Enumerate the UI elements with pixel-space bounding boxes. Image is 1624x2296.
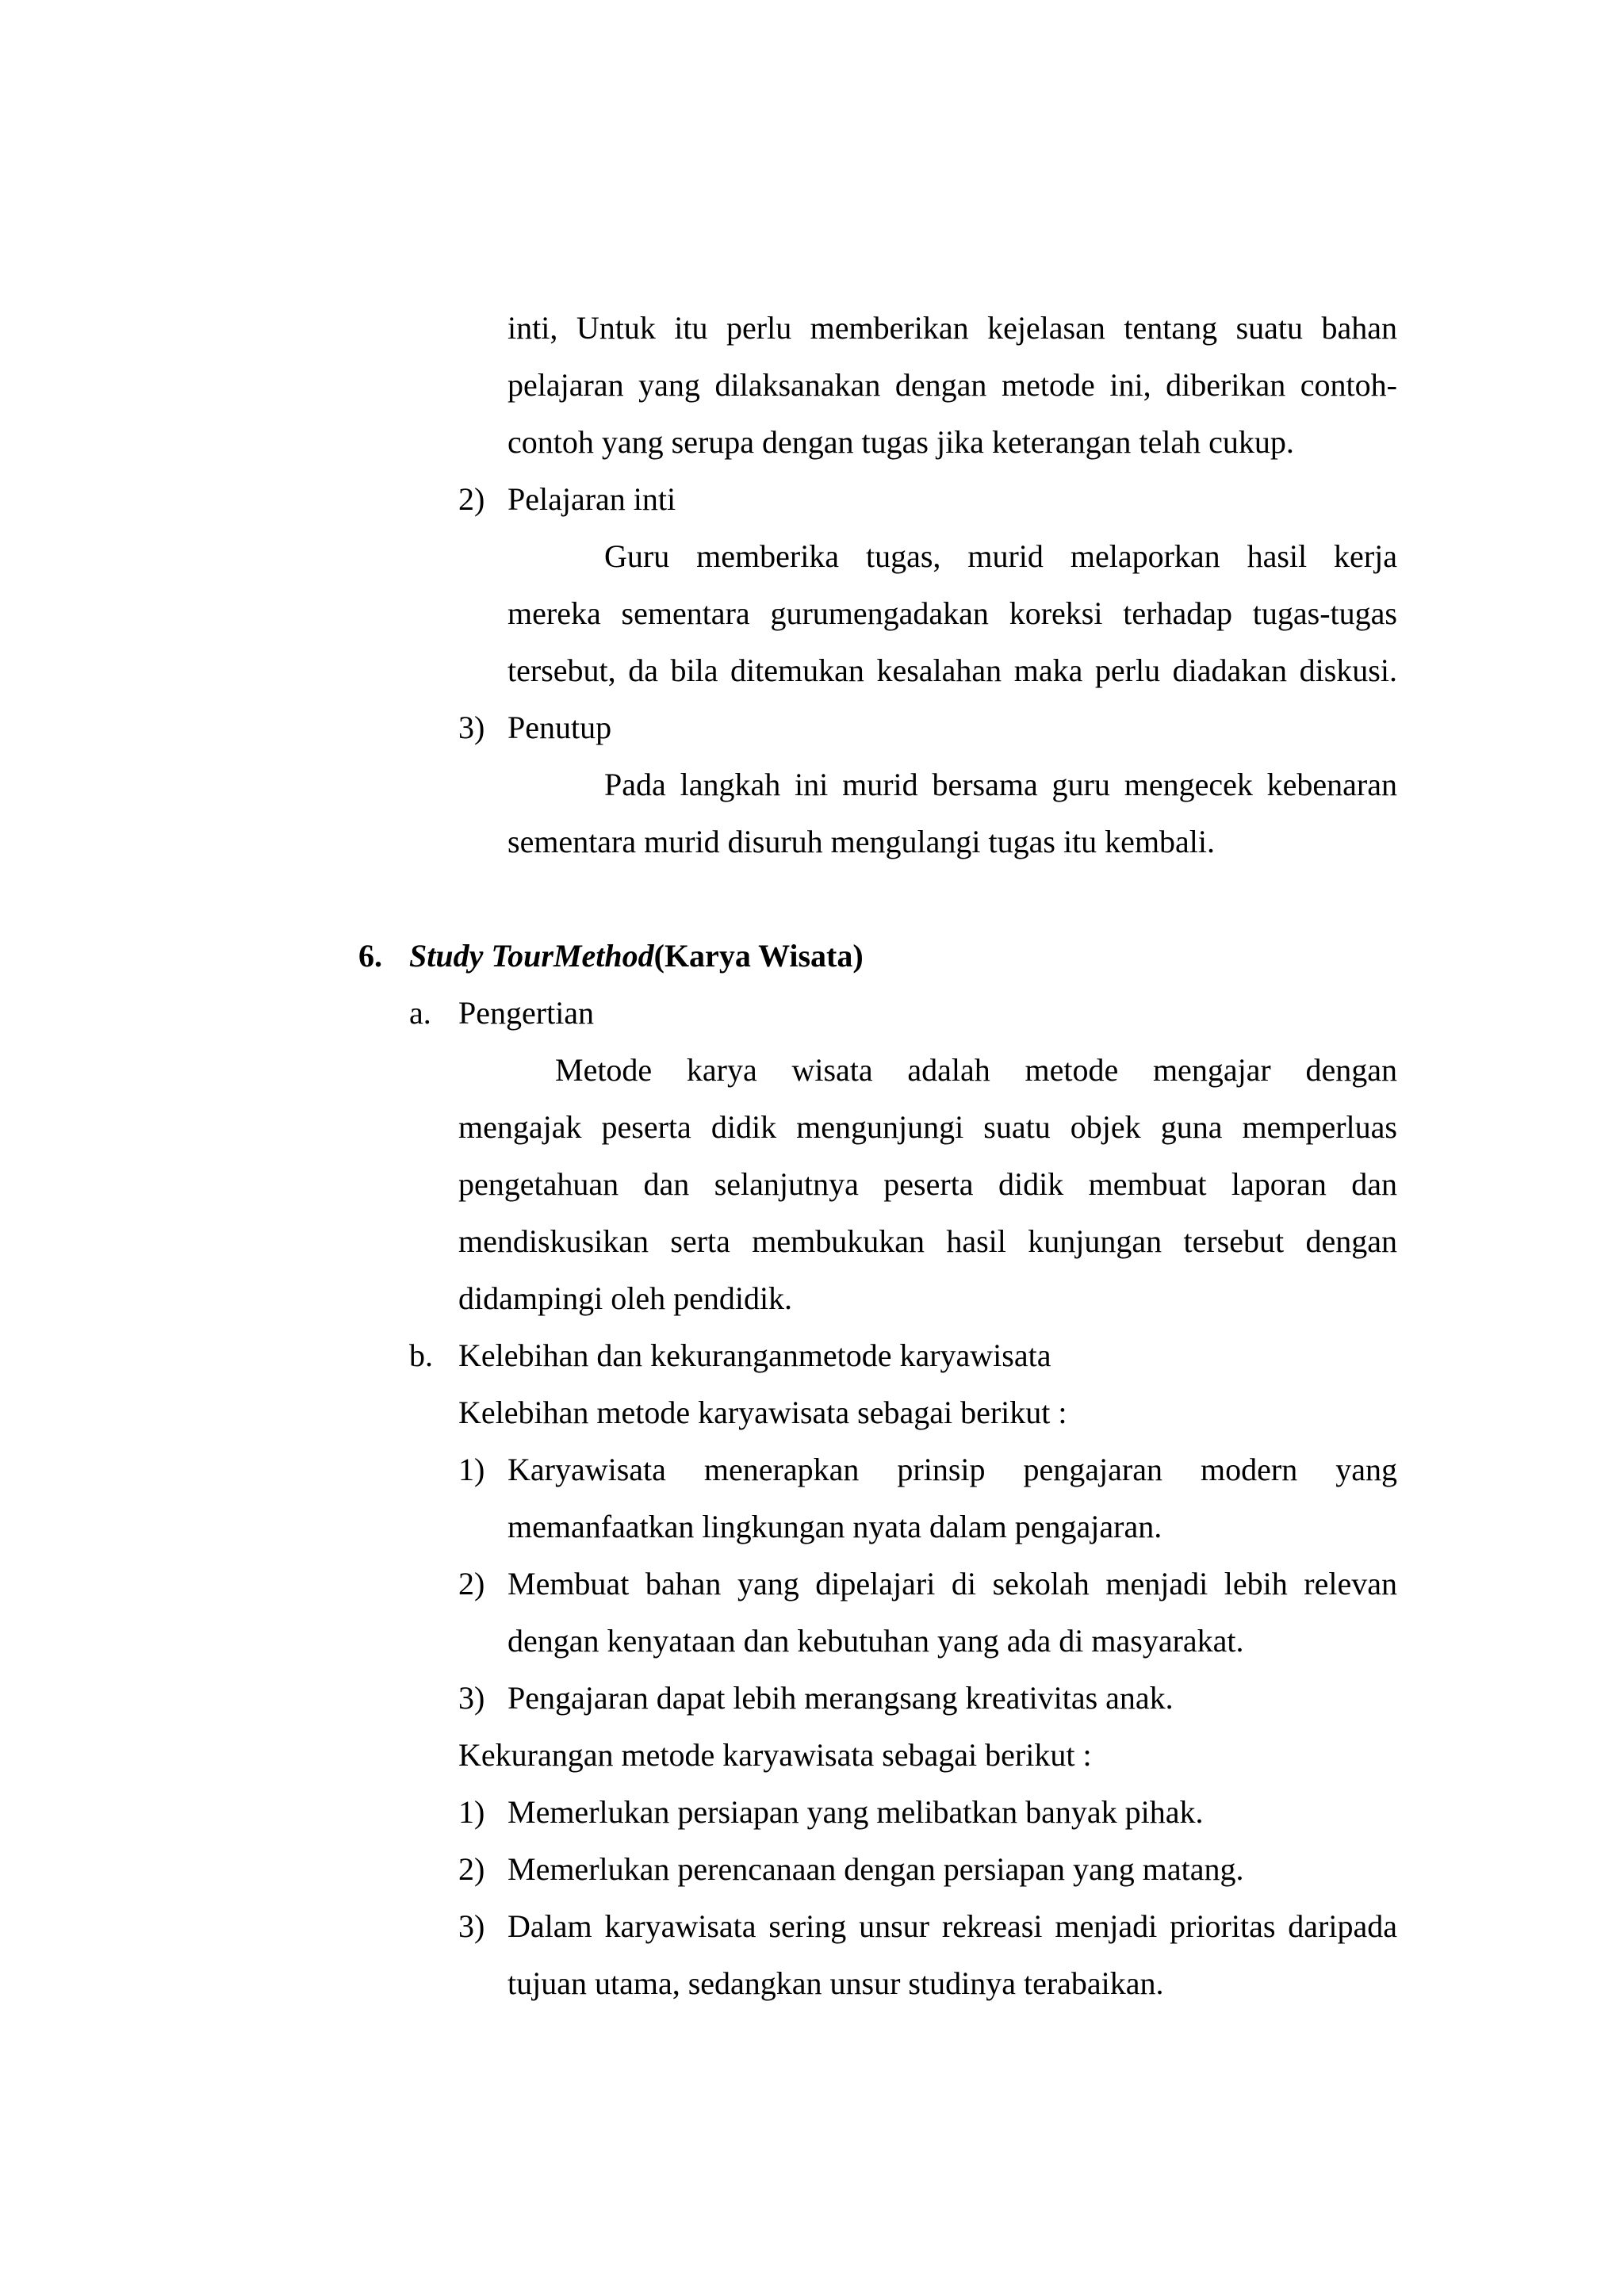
- paragraph-line: mengajak peserta didik mengunjungi suatu objek guna memperluas: [458, 1109, 1397, 1145]
- paragraph-line: Metode karya wisata adalah metode mengajar dengan: [555, 1052, 1397, 1088]
- section-heading-rest: (Karya Wisata): [653, 938, 864, 974]
- list-number: 2): [458, 1851, 485, 1887]
- paragraph-line: contoh yang serupa dengan tugas jika keterangan telah cukup.: [508, 424, 1294, 460]
- list-item-line: Memerlukan perencanaan dengan persiapan yang matang.: [508, 1851, 1244, 1887]
- sub-letter: b.: [409, 1337, 433, 1373]
- paragraph-line: Pada langkah ini murid bersama guru mengecek kebenaran: [604, 767, 1397, 802]
- paragraph-line: tersebut, da bila ditemukan kesalahan maka perlu diadakan diskusi.: [508, 652, 1397, 688]
- list-number: 3): [458, 710, 485, 745]
- list-number: 3): [458, 1680, 485, 1716]
- section-heading: [409, 937, 864, 975]
- list-item-title: Pelajaran inti: [508, 481, 676, 517]
- paragraph-line: pelajaran yang dilaksanakan dengan metode ini, diberikan contoh-: [508, 367, 1397, 403]
- kelebihan-intro: Kelebihan metode karyawisata sebagai berikut :: [458, 1395, 1067, 1430]
- list-number: 3): [458, 1908, 485, 1944]
- list-item-line: Memerlukan persiapan yang melibatkan banyak pihak.: [508, 1794, 1204, 1830]
- section-number: 6.: [358, 938, 382, 974]
- list-item-line: tujuan utama, sedangkan unsur studinya terabaikan.: [508, 1965, 1164, 2001]
- paragraph-line: mendiskusikan serta membukukan hasil kunjungan tersebut dengan: [458, 1223, 1397, 1259]
- paragraph-line: sementara murid disuruh mengulangi tugas itu kembali.: [508, 824, 1216, 859]
- list-item-line: Dalam karyawisata sering unsur rekreasi menjadi prioritas daripada: [508, 1908, 1397, 1944]
- list-item-line: Karyawisata menerapkan prinsip pengajaran modern yang: [508, 1452, 1397, 1487]
- paragraph-line: mereka sementara gurumengadakan koreksi terhadap tugas-tugas: [508, 595, 1397, 631]
- list-number: 1): [458, 1452, 485, 1487]
- list-number: 2): [458, 1566, 485, 1601]
- section-heading-italic: Study TourMethod: [409, 938, 654, 974]
- sub-title: Pengertian: [458, 995, 595, 1031]
- paragraph-line: didampingi oleh pendidik.: [458, 1280, 793, 1316]
- paragraph-line: Guru memberika tugas, murid melaporkan hasil kerja: [604, 538, 1397, 574]
- list-item-line: Pengajaran dapat lebih merangsang kreativitas anak.: [508, 1680, 1174, 1716]
- list-number: 2): [458, 481, 485, 517]
- paragraph-line: inti, Untuk itu perlu memberikan kejelasan tentang suatu bahan: [508, 310, 1397, 346]
- kekurangan-intro: Kekurangan metode karyawisata sebagai berikut :: [458, 1737, 1092, 1773]
- list-item-line: Membuat bahan yang dipelajari di sekolah menjadi lebih relevan: [508, 1566, 1397, 1601]
- sub-title: Kelebihan dan kekuranganmetode karyawisata: [458, 1337, 1051, 1373]
- list-item-line: memanfaatkan lingkungan nyata dalam pengajaran.: [508, 1509, 1162, 1544]
- list-item-title: Penutup: [508, 710, 612, 745]
- sub-letter: a.: [409, 995, 431, 1031]
- list-number: 1): [458, 1794, 485, 1830]
- paragraph-line: pengetahuan dan selanjutnya peserta didik membuat laporan dan: [458, 1166, 1397, 1202]
- list-item-line: dengan kenyataan dan kebutuhan yang ada di masyarakat.: [508, 1623, 1244, 1659]
